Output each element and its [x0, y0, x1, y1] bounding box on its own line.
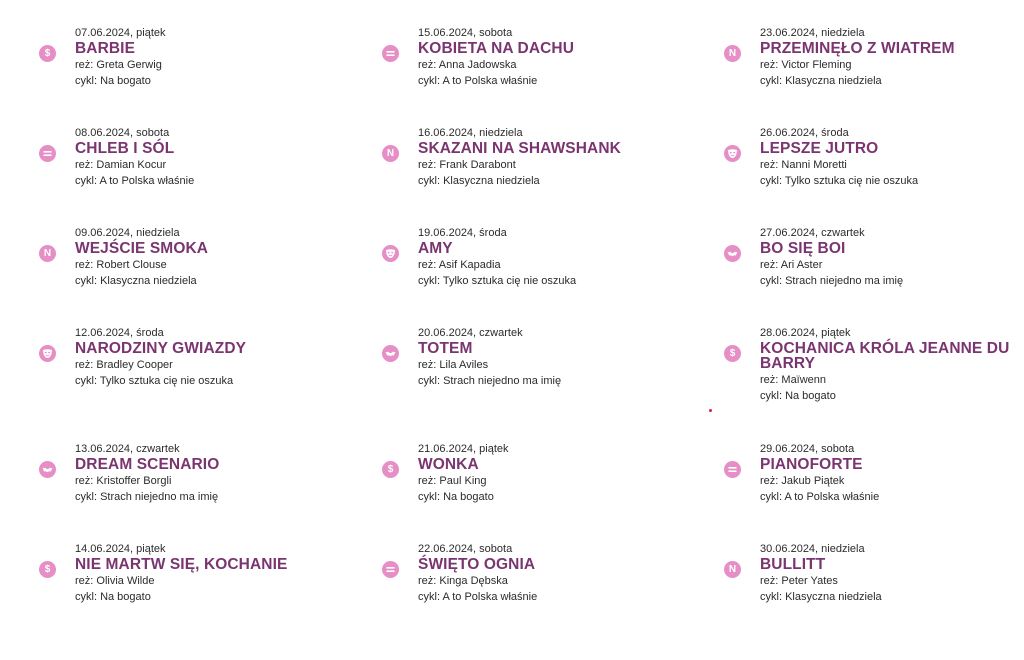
cycle-line — [75, 490, 218, 504]
dollar-icon — [382, 461, 399, 478]
icon-glyph: N — [728, 47, 737, 59]
director-line — [75, 58, 162, 72]
director-name: Kristoffer Borgli — [96, 475, 172, 487]
director-line — [760, 258, 822, 272]
director-name: Asif Kapadia — [438, 259, 501, 271]
director-prefix: reż: — [418, 259, 437, 271]
cycle-prefix: cykl: — [760, 175, 782, 187]
cycle-prefix: cykl: — [418, 375, 440, 387]
director-line — [760, 158, 847, 172]
cycle-prefix: cykl: — [418, 275, 440, 287]
cycle-name: Klasyczna niedziela — [100, 275, 197, 287]
director-name: Kinga Dębska — [439, 575, 508, 587]
screening-date: 29.06.2024, sobota — [760, 443, 855, 455]
director-prefix: reż: — [75, 159, 94, 171]
director-name: Greta Gerwig — [96, 59, 162, 71]
director-name: Lila Aviles — [439, 359, 489, 371]
director-name: Jakub Piątek — [781, 475, 845, 487]
cycle-name: Tylko sztuka cię nie oszuka — [99, 375, 234, 387]
director-prefix: reż: — [760, 374, 779, 386]
screening-date: 09.06.2024, niedziela — [75, 227, 180, 239]
director-prefix: reż: — [418, 59, 437, 71]
cycle-prefix: cykl: — [760, 390, 782, 402]
movie-title[interactable]: WONKA — [418, 456, 479, 473]
dollar-icon — [39, 561, 56, 578]
cycle-name: A to Polska właśnie — [99, 175, 195, 187]
screening-date: 14.06.2024, piątek — [75, 543, 166, 555]
cycle-line — [418, 374, 561, 388]
director-line — [418, 58, 516, 72]
n-icon — [382, 145, 399, 162]
screening-date: 12.06.2024, środa — [75, 327, 164, 339]
icon-glyph: $ — [44, 563, 51, 575]
minus-icon — [382, 561, 399, 578]
screening-date: 15.06.2024, sobota — [418, 27, 513, 39]
bat-icon — [39, 461, 56, 478]
director-name: Victor Fleming — [781, 59, 852, 71]
director-name: Frank Darabont — [439, 159, 516, 171]
movie-title[interactable]: WEJŚCIE SMOKA — [75, 240, 209, 257]
cycle-line — [75, 74, 151, 88]
director-line — [418, 358, 488, 372]
cycle-name: Strach niejedno ma imię — [785, 275, 904, 287]
screening-date: 20.06.2024, czwartek — [418, 327, 523, 339]
cycle-line — [75, 590, 151, 604]
cycle-line — [75, 174, 194, 188]
director-prefix: reż: — [418, 159, 437, 171]
cycle-line — [418, 74, 537, 88]
icon-glyph: $ — [44, 47, 51, 59]
screening-date: 07.06.2024, piątek — [75, 27, 166, 39]
cycle-name: Strach niejedno ma imię — [443, 375, 562, 387]
screening-date: 08.06.2024, sobota — [75, 127, 170, 139]
cycle-prefix: cykl: — [418, 175, 440, 187]
movie-title[interactable]: TOTEM — [418, 340, 473, 357]
movie-title[interactable]: BULLITT — [760, 556, 826, 573]
director-prefix: reż: — [760, 59, 779, 71]
screening-date: 22.06.2024, sobota — [418, 543, 513, 555]
screening-date: 16.06.2024, niedziela — [418, 127, 523, 139]
cycle-prefix: cykl: — [760, 491, 782, 503]
cycle-prefix: cykl: — [75, 591, 97, 603]
cycle-line — [760, 74, 882, 88]
cycle-prefix: cykl: — [760, 75, 782, 87]
director-name: Bradley Cooper — [96, 359, 173, 371]
movie-title[interactable]: ŚWIĘTO OGNIA — [418, 556, 536, 573]
director-line — [75, 574, 154, 588]
director-prefix: reż: — [75, 59, 94, 71]
screening-date: 19.06.2024, środa — [418, 227, 507, 239]
screening-date: 30.06.2024, niedziela — [760, 543, 865, 555]
director-line — [75, 474, 171, 488]
director-prefix: reż: — [760, 475, 779, 487]
cycle-line — [760, 490, 879, 504]
cycle-name: Na bogato — [100, 75, 151, 87]
minus-icon — [724, 461, 741, 478]
mask-icon — [382, 245, 399, 262]
director-prefix: reż: — [760, 575, 779, 587]
cycle-name: Klasyczna niedziela — [785, 75, 882, 87]
cycle-name: Klasyczna niedziela — [785, 591, 882, 603]
movie-title[interactable]: AMY — [418, 240, 453, 257]
director-line — [760, 574, 838, 588]
director-prefix: reż: — [418, 575, 437, 587]
cycle-prefix: cykl: — [75, 375, 97, 387]
director-name: Maïwenn — [781, 374, 827, 386]
director-name: Peter Yates — [781, 575, 838, 587]
movie-title[interactable]: BARBIE — [75, 40, 136, 57]
cycle-name: Tylko sztuka cię nie oszuka — [784, 175, 919, 187]
movie-title[interactable]: NARODZINY GWIAZDY — [75, 340, 247, 357]
director-prefix: reż: — [75, 359, 94, 371]
director-prefix: reż: — [418, 359, 437, 371]
screening-date: 26.06.2024, środa — [760, 127, 849, 139]
dollar-icon — [39, 45, 56, 62]
cycle-line — [418, 274, 576, 288]
movie-title[interactable]: SKAZANI NA SHAWSHANK — [418, 140, 621, 157]
cycle-name: Tylko sztuka cię nie oszuka — [442, 275, 577, 287]
director-line — [760, 58, 852, 72]
bat-icon — [382, 345, 399, 362]
director-name: Anna Jadowska — [438, 59, 517, 71]
dollar-icon — [724, 345, 741, 362]
cycle-line — [760, 389, 836, 403]
cycle-name: Na bogato — [785, 390, 836, 402]
icon-glyph: N — [728, 563, 737, 575]
n-icon — [724, 561, 741, 578]
movie-title[interactable]: DREAM SCENARIO — [75, 456, 220, 473]
cycle-line — [418, 174, 540, 188]
director-line — [418, 574, 508, 588]
minus-icon — [39, 145, 56, 162]
movie-title[interactable]: CHLEB I SÓL — [75, 140, 175, 157]
icon-glyph: $ — [729, 347, 736, 359]
cycle-name: Na bogato — [443, 491, 494, 503]
icon-glyph: N — [43, 247, 52, 259]
screening-date: 27.06.2024, czwartek — [760, 227, 865, 239]
cycle-prefix: cykl: — [418, 75, 440, 87]
cycle-name: Na bogato — [100, 591, 151, 603]
director-name: Robert Clouse — [96, 259, 167, 271]
cycle-prefix: cykl: — [760, 275, 782, 287]
cycle-line — [760, 174, 918, 188]
n-icon — [724, 45, 741, 62]
cycle-prefix: cykl: — [760, 591, 782, 603]
director-name: Olivia Wilde — [96, 575, 155, 587]
cycle-prefix: cykl: — [418, 491, 440, 503]
movie-title[interactable]: LEPSZE JUTRO — [760, 140, 879, 157]
director-line — [418, 258, 501, 272]
director-line — [75, 358, 173, 372]
mask-icon — [724, 145, 741, 162]
director-name: Damian Kocur — [96, 159, 167, 171]
cycle-name: Klasyczna niedziela — [443, 175, 540, 187]
director-prefix: reż: — [75, 575, 94, 587]
movie-title[interactable]: KOCHANICA KRÓLA JEANNE DU BARRY — [760, 340, 1010, 372]
cycle-name: A to Polska właśnie — [442, 591, 538, 603]
director-line — [418, 474, 487, 488]
cycle-prefix: cykl: — [75, 275, 97, 287]
director-name: Nanni Moretti — [781, 159, 847, 171]
cycle-prefix: cykl: — [75, 491, 97, 503]
cycle-line — [75, 374, 233, 388]
director-prefix: reż: — [760, 259, 779, 271]
icon-glyph: N — [386, 147, 395, 159]
cycle-prefix: cykl: — [418, 591, 440, 603]
cycle-name: A to Polska właśnie — [442, 75, 538, 87]
mask-icon — [39, 345, 56, 362]
cycle-name: A to Polska właśnie — [784, 491, 880, 503]
cycle-line — [418, 490, 494, 504]
screening-date: 21.06.2024, piątek — [418, 443, 509, 455]
director-line — [760, 373, 826, 387]
cycle-name: Strach niejedno ma imię — [100, 491, 219, 503]
cycle-line — [760, 590, 882, 604]
cycle-prefix: cykl: — [75, 75, 97, 87]
screening-date: 13.06.2024, czwartek — [75, 443, 180, 455]
director-line — [75, 158, 166, 172]
movie-title[interactable]: PRZEMINĘŁO Z WIATREM — [760, 40, 955, 57]
cycle-line — [75, 274, 197, 288]
bat-icon — [724, 245, 741, 262]
n-icon — [39, 245, 56, 262]
director-name: Paul King — [439, 475, 487, 487]
cycle-line — [418, 590, 537, 604]
director-prefix: reż: — [75, 259, 94, 271]
movie-title[interactable]: KOBIETA NA DACHU — [418, 40, 575, 57]
cycle-prefix: cykl: — [75, 175, 97, 187]
director-prefix: reż: — [418, 475, 437, 487]
minus-icon — [382, 45, 399, 62]
screening-date: 28.06.2024, piątek — [760, 327, 851, 339]
director-line — [418, 158, 516, 172]
movie-title[interactable]: NIE MARTW SIĘ, KOCHANIE — [75, 556, 288, 573]
cycle-line — [760, 274, 903, 288]
movie-title[interactable]: PIANOFORTE — [760, 456, 863, 473]
director-prefix: reż: — [75, 475, 94, 487]
director-name: Ari Aster — [780, 259, 823, 271]
director-line — [75, 258, 167, 272]
director-line — [760, 474, 844, 488]
red-dot — [709, 409, 712, 412]
director-prefix: reż: — [760, 159, 779, 171]
icon-glyph: $ — [387, 463, 394, 475]
screening-date: 23.06.2024, niedziela — [760, 27, 865, 39]
movie-title[interactable]: BO SIĘ BOI — [760, 240, 846, 257]
